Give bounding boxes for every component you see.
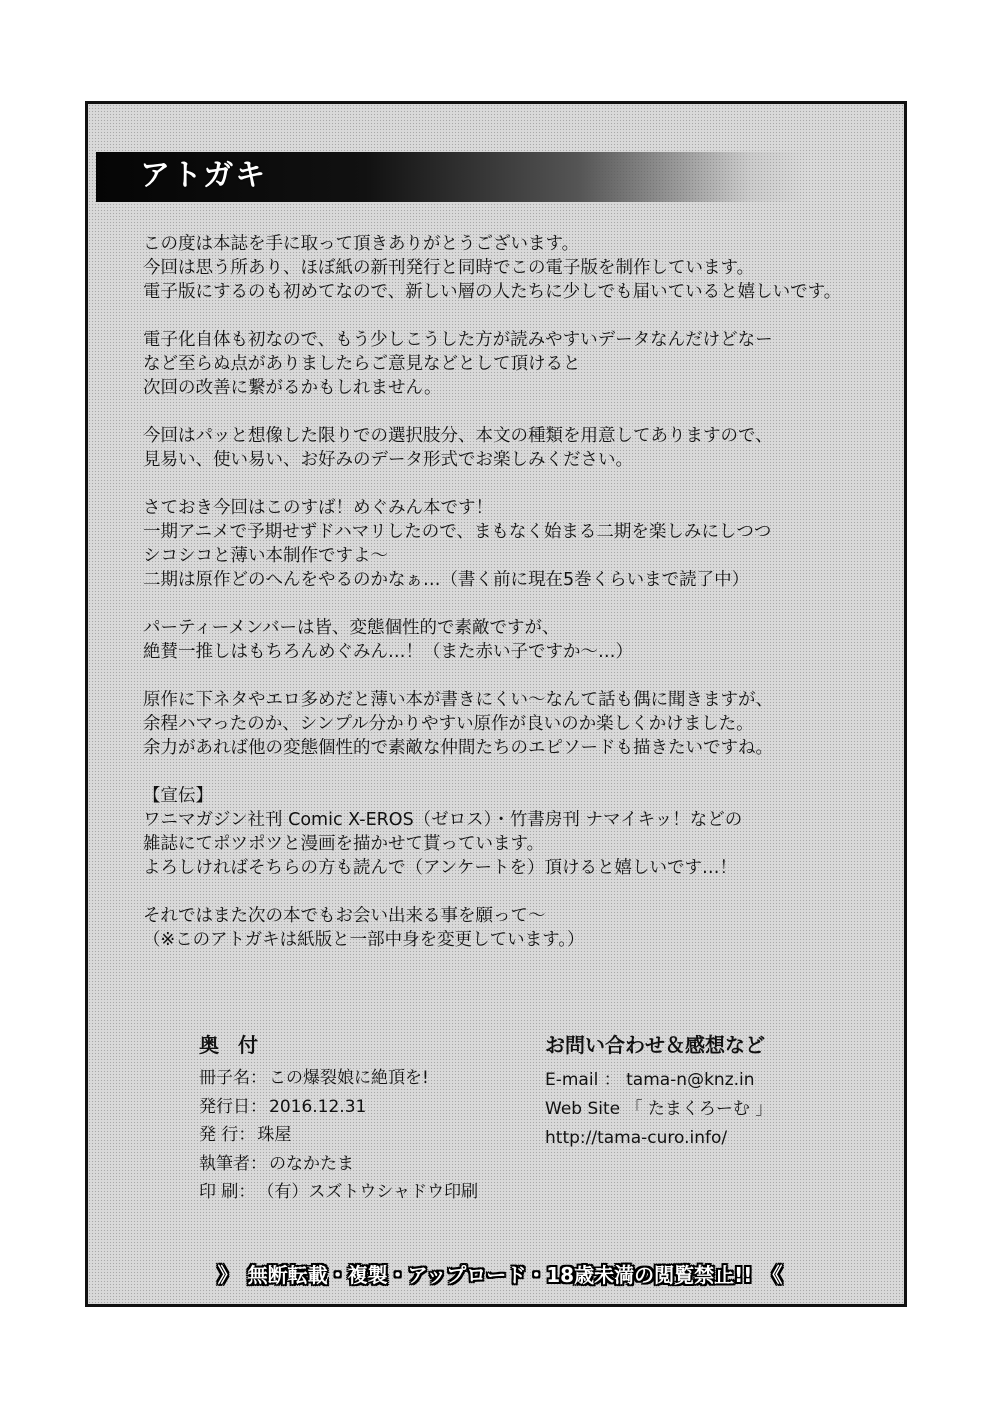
text-line: さておき今回はこのすば！めぐみん本です！ xyxy=(143,498,493,518)
colophon-label: 冊子名： xyxy=(199,1068,267,1088)
colophon-value: のなかたま xyxy=(269,1153,354,1174)
contact-website: Web Site 「 たまくろーむ 」 xyxy=(545,1099,773,1119)
text-line: パーティーメンバーは皆、変態個性的で素敵ですが、 xyxy=(143,618,560,638)
text-line: よろしければそちらの方も読んで（アンケートを）頂けると嬉しいです…！ xyxy=(143,858,737,878)
contact-heading: お問い合わせ＆感想など xyxy=(545,1033,765,1057)
afterword-paragraph xyxy=(143,904,893,952)
afterword-paragraph xyxy=(143,424,893,472)
promotion-heading: 【宣伝】 xyxy=(143,786,213,806)
colophon-label: 発 行： xyxy=(199,1125,256,1145)
colophon-row-printer xyxy=(199,1178,519,1207)
afterword-paragraph xyxy=(143,232,893,304)
text-line: 見易い、使い易い、お好みのデータ形式でお楽しみください。 xyxy=(143,450,633,470)
text-line: 余力があれば他の変態個性的で素敵な仲間たちのエピソードも描きたいですね。 xyxy=(143,738,773,758)
contact-url: http://tama-curo.info/ xyxy=(545,1128,728,1148)
text-line: この度は本誌を手に取って頂きありがとうございます。 xyxy=(143,234,580,254)
text-line: 今回はパッと想像した限りでの選択肢分、本文の種類を用意してありますので、 xyxy=(143,426,773,446)
text-line: それではまた次の本でもお会い出来る事を願って～ xyxy=(143,906,546,926)
chevron-left-mark: 《 xyxy=(762,1262,783,1287)
colophon-row-publisher xyxy=(199,1121,519,1150)
afterword-paragraph xyxy=(143,328,893,400)
text-line: 一期アニメで予期せずドハマリしたので、まもなく始まる二期を楽しみにしつつ xyxy=(143,522,772,542)
colophon-value: この爆裂娘に絶頂を! xyxy=(269,1068,429,1088)
afterword-title-bar xyxy=(96,152,806,202)
text-line: シコシコと薄い本制作ですよ～ xyxy=(143,546,388,566)
text-line: 二期は原作どのへんをやるのかなぁ…（書く前に現在5巻くらいまで読了中） xyxy=(143,570,750,590)
text-line: 今回は思う所あり、ほぼ紙の新刊発行と同時でこの電子版を制作しています。 xyxy=(143,258,755,278)
reproduction-warning xyxy=(175,1255,825,1291)
colophon-label: 発行日： xyxy=(199,1096,267,1117)
colophon-row-date xyxy=(199,1093,519,1122)
colophon-row-title xyxy=(199,1064,519,1093)
text-line: ワニマガジン社刊 Comic X-EROS（ゼロス）・竹書房刊 ナマイキッ！などの xyxy=(143,810,743,830)
afterword-title: アトガキ xyxy=(140,158,268,193)
contact-email: E-mail ： tama-n@knz.in xyxy=(545,1070,755,1090)
afterword-paragraph xyxy=(143,496,893,592)
colophon-label: 印 刷： xyxy=(199,1182,256,1202)
afterword-body xyxy=(143,232,893,976)
afterword-paragraph xyxy=(143,616,893,664)
colophon-label: 執筆者： xyxy=(199,1153,267,1174)
promotion-paragraph xyxy=(143,784,893,880)
colophon-value: （有）スズトウシャドウ印刷 xyxy=(257,1182,479,1202)
text-line: 電子化自体も初なので、もう少しこうした方が読みやすいデータなんだけどなー xyxy=(143,330,773,350)
colophon-value: 2016.12.31 xyxy=(269,1096,367,1117)
text-line: 電子版にするのも初めてなので、新しい層の人たちに少しでも届いていると嬉しいです。 xyxy=(143,282,842,302)
text-line: 余程ハマったのか、シンプル分かりやすい原作が良いのか楽しくかけました。 xyxy=(143,714,754,734)
text-line: 次回の改善に繋がるかもしれません。 xyxy=(143,378,442,398)
afterword-paragraph xyxy=(143,688,893,760)
text-line: 原作に下ネタやエロ多めだと薄い本が書きにくい～なんて話も偶に聞きますが、 xyxy=(143,690,773,710)
warning-text: 無断転載・複製・アップロード・18歳未満の閲覧禁止!! xyxy=(247,1262,753,1287)
chevron-right-mark: 》 xyxy=(217,1262,238,1287)
colophon-row-author xyxy=(199,1150,519,1179)
text-line: など至らぬ点がありましたらご意見などとして頂けると xyxy=(143,354,581,374)
colophon-heading: 奥 付 xyxy=(199,1033,264,1057)
colophon xyxy=(199,1030,519,1207)
text-line: 雑誌にてポツポツと漫画を描かせて貰っています。 xyxy=(143,834,545,854)
colophon-value: 珠屋 xyxy=(257,1125,292,1145)
contact-info xyxy=(545,1030,885,1153)
text-line: 絶賛一推しはもちろんめぐみん…！（また赤い子ですか～…） xyxy=(143,642,633,662)
text-line: （※このアトガキは紙版と一部中身を変更しています。） xyxy=(143,930,585,950)
